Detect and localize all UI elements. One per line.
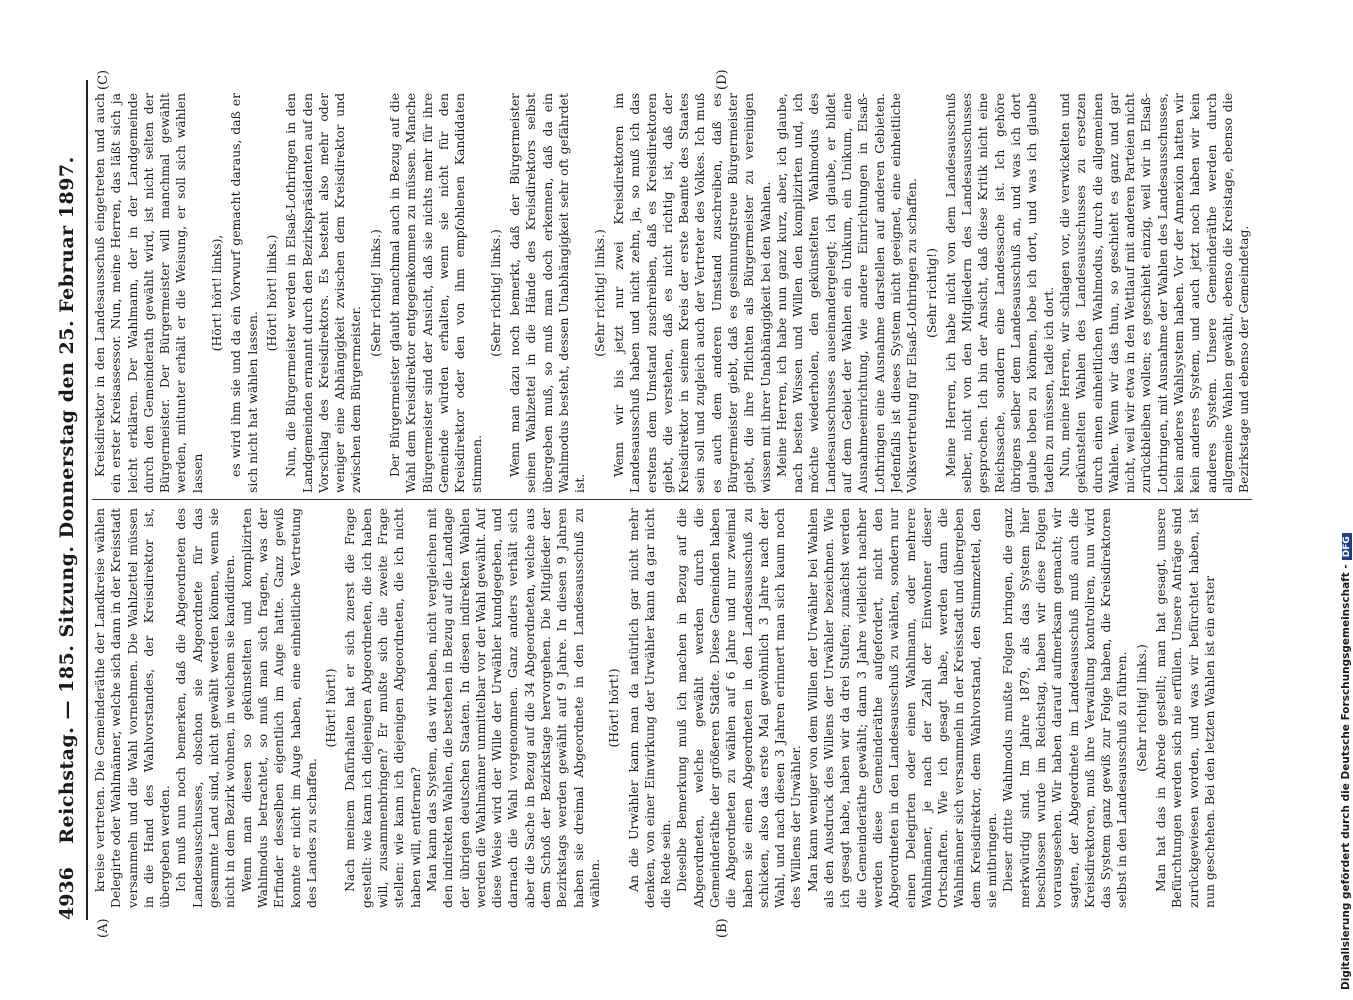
paragraph: (Hört! hört!) bbox=[606, 668, 622, 748]
paragraph: Wenn man diesen so gekünstelten und komplizirten Wahlmodus betrachtet, so muß man sich fragen, was der Erfinder desselben eigentlich im Auge hatte. Ganz gewiß konnte er nicht im Auge haben, eine einheitliche Vertretung des Landes zu schaffen. bbox=[238, 508, 319, 908]
page-title: Reichstag. — 185. Sitzung. Donnerstag den 25. Februar 1897. bbox=[56, 156, 78, 844]
digitization-note-text: Digitalisierung gefördert durch die Deutsche Forschungsgemeinschaft - bbox=[1340, 564, 1352, 990]
paragraph: Dieselbe Bemerkung muß ich machen in Bezug auf die Abgeordneten, welche gewählt werden durch die Gemeinderäthe der größeren Städte. Diese Gemeinden haben die Abgeordneten zu wählen auf 6 Jahre und nur zweimal haben sie einen Abgeordneten in den Landesausschuß zu schicken, also das erste Mal gewöhnlich 3 Jahre nach der Wahl, und nach diesen 3 Jahren erinnert man sich kaum noch des Willens der Urwähler. bbox=[674, 508, 804, 908]
paragraph: kreise vertreten. Die Gemeinderäthe der Landkreise wählen Delegirte oder Wahlmänner, welche sich dann in der Kreisstadt versammeln und die Wahl vornehmen. Die Wahlzettel müssen in die Hand des Wahlvorstandes, der Kreisdirektor ist, übergeben werden. bbox=[92, 508, 173, 908]
margin-marker-c: (C) bbox=[96, 69, 111, 90]
paragraph: Wenn man dazu noch bemerkt, daß der Bürgermeister seinen Wahlzettel in die Hände des Kreisdirektors selbst übergeben muß, so muß man doch erkennen, daß da ein Wahlmodus besteht, dessen Unabhängigkeit sehr oft gefährdet ist. bbox=[507, 93, 588, 493]
margin-marker-d: (D) bbox=[715, 69, 730, 90]
paragraph: Man kann das System, das wir haben, nicht vergleichen mit den indirekten Wahlen, die bestehen in Bezug auf die Landtage der übrigen deutschen Staaten. In diesen indirekten Wahlen werden die Wahlmänner unmittelbar vor der Wahl gewählt. Auf diese Weise wird der Wille der Urwähler kundgegeben, und darnach die Wahl vorgenommen. Ganz anders verhält sich aber die Sache in Bezug auf die 34 Abgeordneten, welche aus dem Schoß der Bezirkstage hervorgehen. Die Mitglieder der Bezirkstags werden gewählt auf 9 Jahre. In diesen 9 Jahren haben sie dreimal Abgeordnete in den Landesausschuß zu wählen. bbox=[423, 508, 602, 908]
paragraph: Der Bürgermeister glaubt manchmal auch in Bezug auf die Wahl dem Kreisdirektor entgegenkommen zu müssen. Manche Bürgermeister sind der Ansicht, daß sie nichts mehr für ihre Gemeinde würden erhalten, wenn sie nicht für den Kreisdirektor oder den von ihm empfohlenen Kandidaten stimmen. bbox=[387, 93, 484, 493]
paragraph: Man kann weniger von dem Willen der Urwähler bei Wahlen als den Ausdruck des Willens der Urwähler bezeichnen. Wie ich gesagt habe, haben wir da drei Stufen; zunächst werden die Gemeinderäthe gewählt; dann 3 Jahre vielleicht nachher werden diese Gemeinderäthe aufgefordert, nicht den Abgeordneten in den Landesausschuß zu wählen, sondern nur einen Delegirten oder einen Wahlmann, oder mehrere Wahlmänner, je nach der Zahl der Einwohner dieser Ortschaften. Wie ich gesagt habe, werden dann die Wahlmänner sich versammeln in der Kreisstadt und übergeben dem Kreisdirektor, dem Wahlvorstand, den Stimmzettel, den sie mitbringen. bbox=[804, 508, 1000, 908]
paragraph: (Hört! hört!) bbox=[323, 668, 339, 748]
paragraph: es wird ihm sie und da ein Vorwurf gemacht daraus, daß er sich nicht hat wählen lassen. bbox=[228, 93, 260, 493]
paragraph: (Sehr richtig! links.) bbox=[487, 229, 503, 357]
margin-marker-a: (A) bbox=[96, 918, 111, 938]
paragraph: (Sehr richtig! links.) bbox=[1133, 644, 1149, 772]
paragraph: Nach meinem Dafürhalten hat er sich zuerst die Frage gestellt: wie kann ich diejenigen Abgeordneten, die ich haben will, zusammenbringen? Er mußte sich die zweite Frage stellen: wie kann ich diejenigen Abgeordneten, die ich nicht haben will, entfernen? bbox=[342, 508, 423, 908]
paragraph: Kreisdirektor in den Landesausschuß eingetreten und auch ein erster Kreisassessor. Nun, meine Herren, das läßt sich ja leicht erklären. Der Wahlmann, der in der Landgemeinde durch den Gemeinderath gewählt wird, ist nicht selten der Bürgermeister. Der Bürgermeister will manchmal gewählt werden, mitunter erhält er die Weisung, er soll sich wählen lassen bbox=[92, 93, 205, 493]
paragraph: (Sehr richtig! links.) bbox=[367, 229, 383, 357]
paragraph: Meine Herren, ich habe nun ganz kurz, aber, ich glaube, nach besten Wissen und Willen den komplizirten und, ich möchte wiederholen, den gekünstelten Wahlmodus des Landesausschusses auseinandergelegt; ich glaube, er bildet auf dem Gebiet der Wahlen ein Unikum, ein Unikum, eine Ausnahmeeinrichtung, wie andere Einrichtungen in Elsaß-Lothringen eine Ausnahme darstellen auf anderen Gebieten. Jedenfalls ist dieses System nicht geeignet, eine einheitliche Volksvertretung für Elsaß-Lothringen zu schaffen. bbox=[773, 93, 920, 493]
paragraph: (Hört! hört! links.) bbox=[263, 234, 279, 352]
page-header bbox=[52, 80, 88, 920]
column-divider bbox=[92, 499, 1252, 500]
paragraph: Wenn wir bis jetzt nur zwei Kreisdirektoren im Landesausschuß haben und nicht zehn, ja, so muß ich das erstens dem Umstand zuschreiben, daß es Kreisdirektoren giebt, die verstehen, daß es nicht richtig ist, daß der Kreisdirektor in seinem Kreis der erste Beamte des Staates sein soll und zugleich auch der Vertreter des Volkes. Ich muß es auch dem anderen Umstand zuschreiben, daß es Bürgermeister giebt, daß es gesinnungstreue Bürgermeister giebt, die ihre Pflichten als Bürgermeister zu vereinigen wissen mit ihrer Unabhängigkeit bei den Wahlen. bbox=[610, 93, 773, 493]
paragraph: (Hört! hört! links), bbox=[209, 234, 225, 352]
paragraph: Meine Herren, ich habe nicht von dem Landesausschuß selber, nicht von den Mitgliedern des Landesausschusses gesprochen. Ich bin der Ansicht, daß diese Kritik nicht eine Reichssache, sondern eine Landessache ist. Ich gehöre übrigens selber dem Landesausschuß an, und was ich dort glaube loben zu können, lobe ich dort, und was ich glaube tadeln zu müssen, tadle ich dort. bbox=[942, 93, 1056, 493]
left-text-column bbox=[92, 508, 1252, 908]
right-text-column bbox=[92, 93, 1252, 493]
paragraph: Nun, meine Herren, wir schlagen vor, die verwickelten und gekünstelten Wahlen des Landesausschusses zu ersetzen durch einen einheitlichen Wahlmodus, durch die allgemeinen Wahlen. Wenn wir das thun, so geschieht es ganz und gar nicht, weil wir etwa in den Wettlauf mit anderen Parteien nicht zurückbleiben wollen; es geschieht einzig, weil wir in Elsaß-Lothringen, mit Ausnahme der Wahlen des Landesausschusses, kein anderes Wahlsystem haben. Vor der Annexion hatten wir kein anderes System, und auch jetzt noch haben wir kein anderes System. Unsere Gemeinderäthe werden durch allgemeine Wahlen gewählt, ebenso die Kreistage, ebenso die Bezirkstage und ebenso der Gemeindetag. bbox=[1056, 93, 1252, 493]
paragraph: An die Urwähler kann man da natürlich gar nicht mehr denken, von einer Einwirkung der Urwähler kann da gar nicht die Rede sein. bbox=[625, 508, 674, 908]
page-number: 4936 bbox=[56, 867, 78, 920]
paragraph: (Sehr richtig! links.) bbox=[591, 229, 607, 357]
paragraph: Man hat das in Abrede gestellt; man hat gesagt, unsere Befürchtungen werden sich nie erfüllen. Unsere Anträge sind zurückgewiesen worden, und was wir befürchtet haben, ist nun geschehen. Bei den letzten Wahlen ist ein erster bbox=[1153, 508, 1217, 908]
margin-marker-b: (B) bbox=[715, 918, 730, 938]
dfg-logo: DFG bbox=[1342, 533, 1352, 560]
paragraph: Ich muß nun noch bemerken, daß die Abgeordneten des Landesausschusses, obschon sie Abgeordnete für das gesammte Land sind, nicht gewählt werden können, wenn sie nicht in dem Bezirk wohnen, in welchem sie kandidiren. bbox=[173, 508, 238, 908]
paragraph: (Sehr richtig!) bbox=[923, 248, 939, 338]
paragraph: Nun, die Bürgermeister werden in Elsaß-Lothringen in den Landgemeinden ernannt durch den Bezirkspräsidenten auf den Vorschlag des Kreisdirektors. Es besteht also mehr oder weniger eine Abhängigkeit zwischen dem Kreisdirektor und zwischen dem Bürgermeister. bbox=[283, 93, 364, 493]
digitization-note bbox=[1340, 10, 1353, 990]
paragraph: Dieser dritte Wahlmodus mußte Folgen bringen, die ganz merkwürdig sind. Im Jahre 1879, als das System hier beschlossen wurde im Reichstag, haben wir diese Folgen vorausgesehen. Wir haben darauf aufmerksam gemacht; wir sagten, der Abgeordnete im Landesausschuß muß auch die Kreisdirektoren, muß ihre Verwaltung kontroliren, nun wird das System ganz gewiß zur Folge haben, die Kreisdirektoren selbst in den Landesausschuß zu führen. bbox=[1000, 508, 1130, 908]
